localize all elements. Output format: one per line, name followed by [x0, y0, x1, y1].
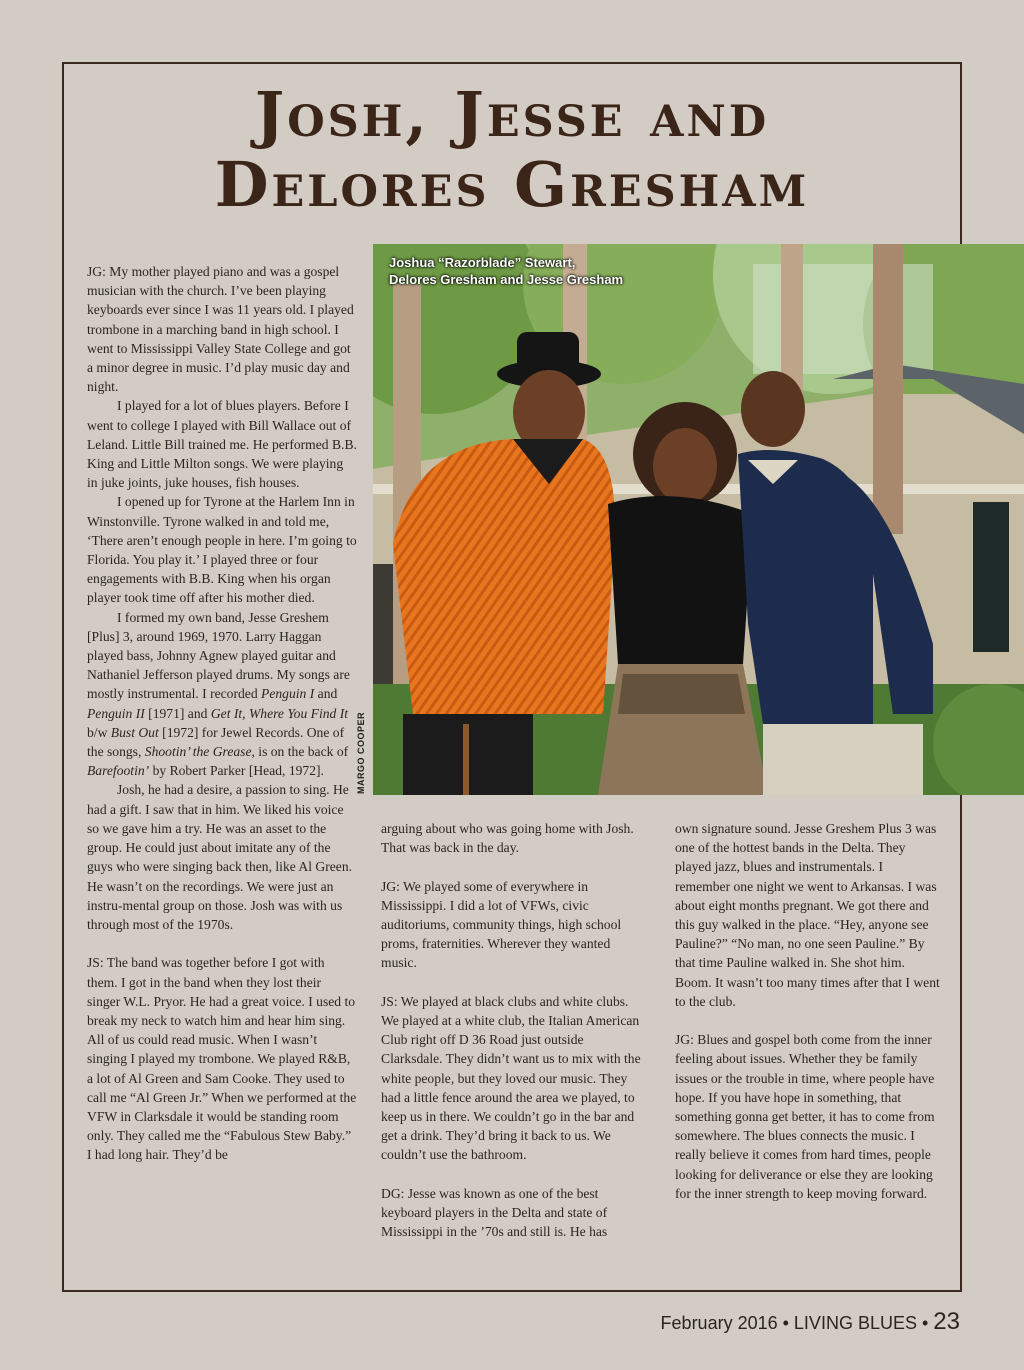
photo-credit: MARGO COOPER	[356, 711, 366, 794]
paragraph: I formed my own band, Jesse Greshem [Plus] 3, around 1969, 1970. Larry Haggan played bass, Johnny Agnew played guitar and Nathaniel Jefferson played drums. My songs are mostly instrumental. I recorded Penguin I and Penguin II [1971] and Get It, Where You Find It b/w Bust Out [1972] for Jewel Records. One of the songs, Shootin’ the Grease, is on the back of Barefootin’ by Robert Parker [Head, 1972].	[87, 609, 350, 779]
page-number: 23	[933, 1308, 960, 1335]
paragraph: JS: We played at black clubs and white clubs. We played at a white club, the Italian American Club right off D 36 Road just outside Clarksdale. They didn’t want us to mix with the white people, but they loved our music. They had a little fence around the area we played, to keep us in there. We couldn’t go in the bar and get a drink. They’d bring it back to us. We couldn’t use the bathroom.	[381, 993, 641, 1163]
column-3	[675, 819, 940, 1203]
paragraph: arguing about who was going home with Josh. That was back in the day.	[381, 821, 634, 856]
title-line-1: Josh, Jesse and	[254, 78, 770, 151]
paragraph: JG: Blues and gospel both come from the inner feeling about issues. Whether they be family issues or the trouble in time, where people have hope. If you have hope in something, that something gonna get better, it has to come from somewhere. The blues connects the music. I really believe it comes from hard times, people looking for deliverance or else they are looking for the inner strength to keep moving forward.	[675, 1032, 935, 1201]
paragraph: JS: The band was together before I got with them. I got in the band when they lost their singer W.L. Pryor. He had a great voice. I used to break my neck to watch him and hear him sing. All of us could read music. When I wasn’t singing I played my trombone. We played R&B, a lot of Al Green and Sam Cooke. They used to call me “Al Green Jr.” When we performed at the VFW in Clarksdale it would be standing room only. They called me the “Fabulous Stew Baby.” I had long hair. They’d be	[87, 955, 357, 1163]
paragraph: I opened up for Tyrone at the Harlem Inn in Winstonville. Tyrone walked in and told me, ‘There aren’t enough people in here. I’m going to Florida. You play it.’ I played three or four engagements with B.B. King when his organ player took time off after his mother died.	[87, 494, 357, 606]
footer-text: February 2016 • LIVING BLUES •	[660, 1313, 929, 1333]
column-1	[87, 262, 357, 1165]
caption-line-1: Joshua “Razorblade” Stewart,	[389, 255, 576, 270]
paragraph: JG: We played some of everywhere in Mississippi. I did a lot of VFWs, civic auditoriums, community things, high school proms, fraternities. Wherever they wanted music.	[381, 878, 622, 971]
caption-line-2: Delores Gresham and Jesse Gresham	[389, 272, 624, 287]
title-line-2: Delores Gresham	[214, 148, 810, 221]
paragraph: DG: Jesse was known as one of the best keyboard players in the Delta and state of Mississippi in the ’70s and still is. He has	[381, 1185, 608, 1240]
photo-caption	[389, 254, 623, 288]
column-2	[381, 819, 641, 1241]
band-photo	[373, 244, 1024, 795]
photo-illustration	[373, 244, 1024, 795]
article-title	[62, 80, 962, 220]
paragraph: Josh, he had a desire, a passion to sing. He had a gift. I saw that in him. We liked his voice so we gave him a try. He was an asset to the group. He could just about imitate any of the guys who were singing back then, like Al Green. He wasn’t on the recordings. We were just an instru-mental group on those. Josh was with us through most of the 1970s.	[87, 782, 353, 932]
page-footer	[661, 1308, 960, 1336]
paragraph: I played for a lot of blues players. Before I went to college I played with Bill Wallace out of Leland. Little Bill trained me. He performed B.B. King and Little Milton songs. We were playing in juke joints, juke houses, fish houses.	[87, 398, 357, 491]
paragraph: own signature sound. Jesse Greshem Plus 3 was one of the hottest bands in the Delta. They played jazz, blues and instrumentals. I remember one night we went to Arkansas. I was about eight months pregnant. We got there and this guy walked in the place. “Hey, anyone see Pauline?” “No man, no one seen Pauline.” By that time Pauline walked in. She shot him. Boom. It wasn’t too many times after that I went to the club.	[675, 821, 940, 1009]
paragraph: JG: My mother played piano and was a gospel musician with the church. I’ve been playing keyboards ever since I was 11 years old. I played trombone in a marching band in high school. I went to Mississippi Valley State College and got a minor degree in music. I’d play music day and night.	[87, 264, 354, 395]
